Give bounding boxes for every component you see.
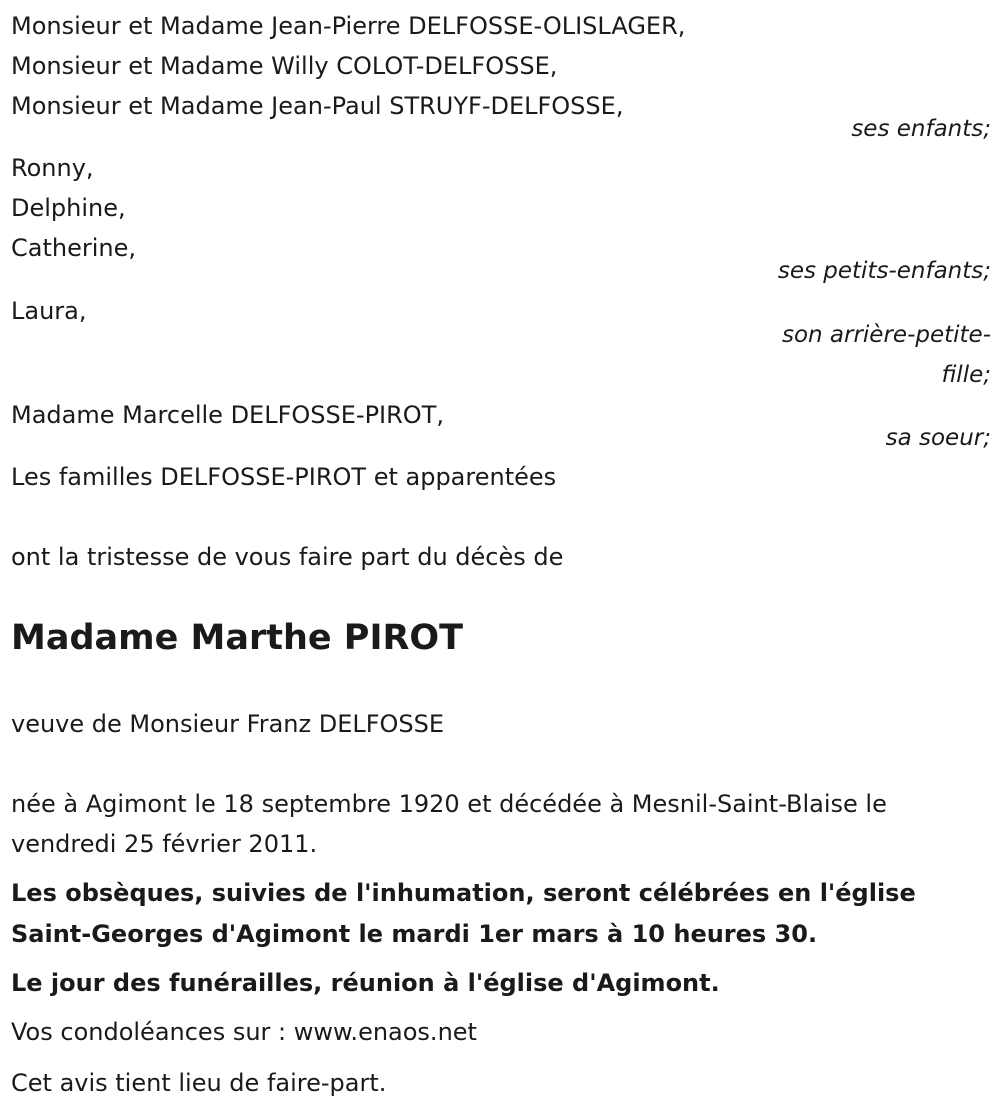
gathering-notice: Le jour des funérailles, réunion à l'église d'Agimont. xyxy=(11,969,720,997)
sister: Madame Marcelle DELFOSSE-PIROT, xyxy=(11,401,444,429)
condolences: Vos condoléances sur : www.enaos.net xyxy=(11,1018,477,1046)
great-grandchild-role-line-1: son arrière-petite- xyxy=(781,322,991,348)
families: Les familles DELFOSSE-PIROT et apparentées xyxy=(11,463,557,491)
obituary-notice xyxy=(11,0,991,1118)
grandchild-3: Catherine, xyxy=(11,234,136,262)
announcement: ont la tristesse de vous faire part du décès de xyxy=(11,543,564,571)
sister-role: sa soeur; xyxy=(885,425,991,451)
child-1: Monsieur et Madame Jean-Pierre DELFOSSE-OLISLAGER, xyxy=(11,12,686,40)
birth-death-line-1: née à Agimont le 18 septembre 1920 et décédée à Mesnil-Saint-Blaise le xyxy=(11,790,887,818)
great-grandchild-role-line-2: fille; xyxy=(941,362,991,388)
funeral-line-1: Les obsèques, suivies de l'inhumation, seront célébrées en l'église xyxy=(11,879,916,907)
widow-of: veuve de Monsieur Franz DELFOSSE xyxy=(11,710,445,738)
children-role: ses enfants; xyxy=(851,116,991,142)
grandchildren-role: ses petits-enfants; xyxy=(777,258,991,284)
birth-death-line-2: vendredi 25 février 2011. xyxy=(11,830,318,858)
child-3: Monsieur et Madame Jean-Paul STRUYF-DELFOSSE, xyxy=(11,92,624,120)
notice-disclaimer: Cet avis tient lieu de faire-part. xyxy=(11,1069,387,1097)
child-2: Monsieur et Madame Willy COLOT-DELFOSSE, xyxy=(11,52,558,80)
great-grandchild: Laura, xyxy=(11,297,87,325)
grandchild-1: Ronny, xyxy=(11,154,94,182)
grandchild-2: Delphine, xyxy=(11,194,126,222)
deceased-name: Madame Marthe PIROT xyxy=(11,618,464,658)
funeral-line-2: Saint-Georges d'Agimont le mardi 1er mars à 10 heures 30. xyxy=(11,920,818,948)
